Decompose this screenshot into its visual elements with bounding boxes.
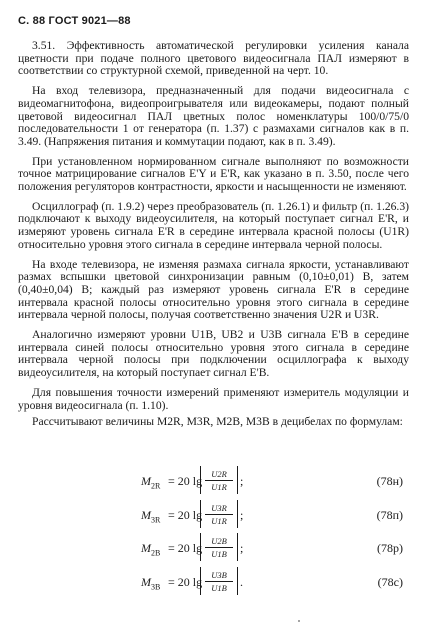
formula-eq: = 20 lg	[168, 474, 203, 488]
formula-78s: $M_{3B}$ = 20 lg $\frac{U3B}{U1B}$ . (78с)	[18, 567, 409, 595]
formula-abs-bars	[200, 466, 238, 494]
scan-speck	[298, 620, 300, 622]
formula-number: (78с)	[377, 575, 403, 589]
paragraph-3-51: 3.51. Эффективность автоматической регулировки усиления канала цветности при подаче полного цветового видеосигнала ПАЛ измеряют в соответствии со структурной схемой, приведенной на черт. 10.	[18, 39, 409, 78]
formula-78n: $M_{2R}$ = 20 lg $\frac{U2R}{U1R}$ ; (78н)	[18, 466, 409, 494]
page-header: С. 88 ГОСТ 9021—88	[18, 15, 131, 27]
paragraph-calculate: Рассчитывают величины M2R, M3R, M2B, M3B в децибелах по формулам:	[32, 415, 403, 429]
formula-lhs: $M_{2R}$	[141, 474, 161, 491]
formula-78r: $M_{2B}$ = 20 lg $\frac{U2B}{U1B}$ ; (78р)	[18, 533, 409, 561]
formula-eq: = 20 lg	[168, 508, 203, 522]
paragraph-matrixing: При установленном нормированном сигнале выполняют по возможности точное матрицирование сигналов E'Y и E'R, как указано в п. 3.50, после чего положения регуляторов контрастности, яркости и насыщенности не изменяют.	[18, 154, 409, 194]
paragraph-burst-levels: На входе телевизора, не изменяя размаха сигнала яркости, устанавливают размах вспышки цветовой синхронизации равным (0,10±0,01) В, затем (0,40±0,04) В; каждый раз измеряют уровень сигнала E'R в середине интервала красной полосы относительно уровня этого сигнала в середине интервала черной полосы, получая соответственно значения U2R и U3R.	[18, 257, 409, 322]
formula-lhs: $M_{2B}$	[141, 541, 161, 558]
formula-abs-bars	[200, 500, 238, 528]
paragraph-oscilloscope: Осциллограф (п. 1.9.2) через преобразователь (п. 1.26.1) и фильтр (п. 1.26.3) подключают к выходу видеоусилителя, на который поступает сигнал E'R, и измеряют уровень сигнала E'R в середине интервала красной полосы (U1R) относительно уровня этого сигнала в середине интервала черной полосы.	[18, 199, 409, 251]
formula-fraction: $\frac{U3B}{U1B}$	[205, 569, 233, 594]
formula-number: (78п)	[376, 508, 403, 522]
paragraph-blue-levels: Аналогично измеряют уровни U1B, UB2 и U3B сигнала E'B в середине интервала синей полосы относительно уровня этого сигнала в середине интервала черной полосы при подключении осциллографа к выходу видеоусилителя, на который поступает сигнал E'B.	[18, 328, 409, 380]
formula-abs-bars	[200, 567, 238, 595]
paragraph-input-signal: На вход телевизора, предназначенный для подачи видеосигнала с видеомагнитофона, видеопроигрывателя или видеокамеры, подают полный цветовой видеосигнал ПАЛ цветных полос номенклатуры 100/0/75/0 последовательности 1 от генератора (п. 1.37) с размахами сигналов как в п. 3.49. (Напряжения питания и коммутации подают, как в п. 3.49).	[18, 84, 409, 148]
formula-fraction: $\frac{U3R}{U1R}$	[205, 502, 233, 527]
formula-fraction: $\frac{U2R}{U1R}$	[205, 468, 233, 493]
formula-abs-bars	[200, 533, 238, 561]
formula-lhs: $M_{3R}$	[141, 508, 161, 525]
formula-fraction: $\frac{U2B}{U1B}$	[205, 535, 233, 560]
formula-number: (78р)	[377, 541, 403, 555]
paragraph-accuracy: Для повышения точности измерений применяют измеритель модуляции и уровня видеосигнала (п. 1.10).	[18, 385, 409, 412]
document-body	[18, 40, 409, 433]
formula-number: (78н)	[376, 474, 403, 488]
formula-78p: $M_{3R}$ = 20 lg $\frac{U3R}{U1R}$ ; (78п)	[18, 500, 409, 528]
formula-eq: = 20 lg	[168, 575, 203, 589]
formula-lhs: $M_{3B}$	[141, 575, 161, 592]
formula-eq: = 20 lg	[168, 541, 203, 555]
